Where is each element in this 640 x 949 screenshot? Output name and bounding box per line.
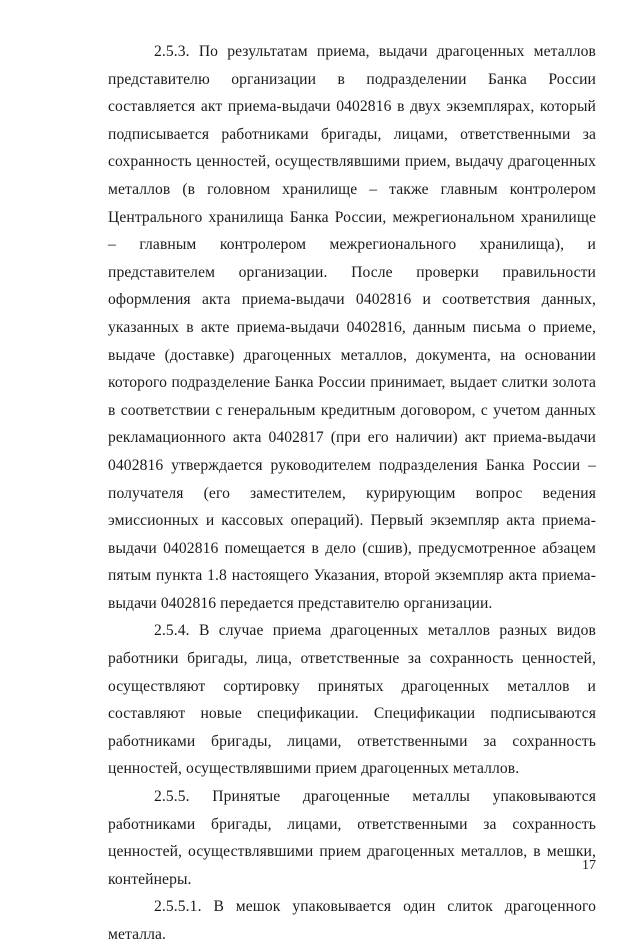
paragraph-2-5-5-1: 2.5.5.1. В мешок упаковывается один слиток драгоценного металла.: [108, 898, 596, 943]
paragraph-2-5-3: 2.5.3. По результатам приема, выдачи драгоценных металлов представителю организации в подразделении Банка России составляется акт приема-выдачи 0402816 в двух экземплярах, который подписывается работниками бригады, лицами, ответственными за сохранность ценностей, осуществлявшими прием, выдачу драгоценных металлов (в головном хранилище – также главным контролером Центрального хранилища Банка России, межрегиональном хранилище – главным контролером межрегионального хранилища), и представителем организации. После проверки правильности оформления акта приема-выдачи 0402816 и соответствия данных, указанных в акте приема-выдачи 0402816, данным письма о приеме, выдаче (доставке) драгоценных металлов, документа, на основании которого подразделение Банка России принимает, выдает слитки золота в соответствии с генеральным кредитным договором, с учетом данных рекламационного акта 0402817 (при его наличии) акт приема-выдачи 0402816 утверждается руководителем подразделения Банка России – получателя (его заместителем, курирующим вопрос ведения эмиссионных и кассовых операций). Первый экземпляр акта приема-выдачи 0402816 помещается в дело (сшив), предусмотренное абзацем пятым пункта 1.8 настоящего Указания, второй экземпляр акта приема-выдачи 0402816 передается представителю организации.: [108, 43, 596, 612]
paragraph-2-5-5: 2.5.5. Принятые драгоценные металлы упаковываются работниками бригады, лицами, ответственными за сохранность ценностей, осуществлявшими прием драгоценных металлов, в мешки, контейнеры.: [108, 788, 596, 888]
page-number: 17: [582, 858, 596, 873]
paragraph-2-5-4: 2.5.4. В случае приема драгоценных металлов разных видов работники бригады, лица, ответственные за сохранность ценностей, осуществляют сортировку принятых драгоценных металлов и составляют новые спецификации. Спецификации подписываются работниками бригады, лицами, ответственными за сохранность ценностей, осуществлявшими прием драгоценных металлов.: [108, 622, 596, 778]
document-page: [108, 38, 596, 949]
